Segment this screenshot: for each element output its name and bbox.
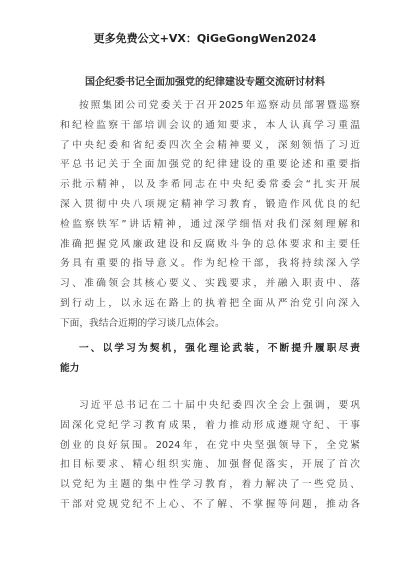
text-line: 了中央纪委和省纪委四次全会精神要义，深刻领悟了习近: [60, 139, 360, 151]
paragraph-1: [60, 96, 360, 334]
text-line: 准确把握党风廉政建设和反腐败斗争的总体要求和主要任: [60, 238, 360, 250]
heading-line: 能力: [60, 362, 80, 374]
text-line: 和纪检监察干部培训会议的通知要求，本人认真学习重温: [60, 119, 360, 131]
heading-line: 一、以学习为契机，强化理论武装，不断提升履职尽责: [79, 343, 360, 354]
text-line: 示批示精神，以及李希同志在中央纪委常委会“扎实开展: [60, 179, 360, 191]
text-line: 检监察铁军”讲话精神，通过深学细悟对我们深刻理解和: [60, 218, 360, 230]
text-line: 到行动上，以永远在路上的执着把全面从严治党引向深入: [60, 297, 360, 309]
text-line: 固深化党纪学习教育成果，着力推动形成遵规守纪、干事: [60, 419, 360, 431]
text-line: 务具有重要的指导意义。作为纪检干部，我将持续深入学: [60, 258, 360, 270]
text-line: 下面，我结合近期的学习谈几点体会。: [60, 317, 225, 329]
paragraph-2: [60, 396, 360, 515]
text-line: 按照集团公司党委关于召开2025年巡察动员部署暨巡察: [79, 100, 360, 111]
document-title: 国企纪委书记全面加强党的纪律建设专题交流研讨材料: [85, 77, 325, 88]
text-line: 创业的良好氛围。2024年，在党中央坚强领导下，全党紧: [60, 439, 360, 451]
text-line: 扣目标要求、精心组织实施、加强督促落实，开展了首次: [60, 459, 360, 471]
text-line: 以党纪为主题的集中性学习教育，着力解决了一些党员、: [60, 479, 360, 491]
text-line: 习、准确领会其核心要义、实践要求，并融入职责中、落: [60, 278, 360, 290]
section-heading-1: [60, 339, 360, 379]
text-line: 干部对党规党纪不上心、不了解、不掌握等问题，推动各: [60, 498, 360, 510]
text-line: 平总书记关于全面加强党的纪律建设的重要论述和重要指: [60, 159, 360, 171]
page-header: 更多免费公文+VX：QiGeGongWen2024: [93, 32, 317, 45]
text-line: 习近平总书记在二十届中央纪委四次全会上强调，要巩: [79, 400, 360, 411]
text-line: 深入贯彻中央八项规定精神学习教育，锻造作风优良的纪: [60, 198, 360, 210]
